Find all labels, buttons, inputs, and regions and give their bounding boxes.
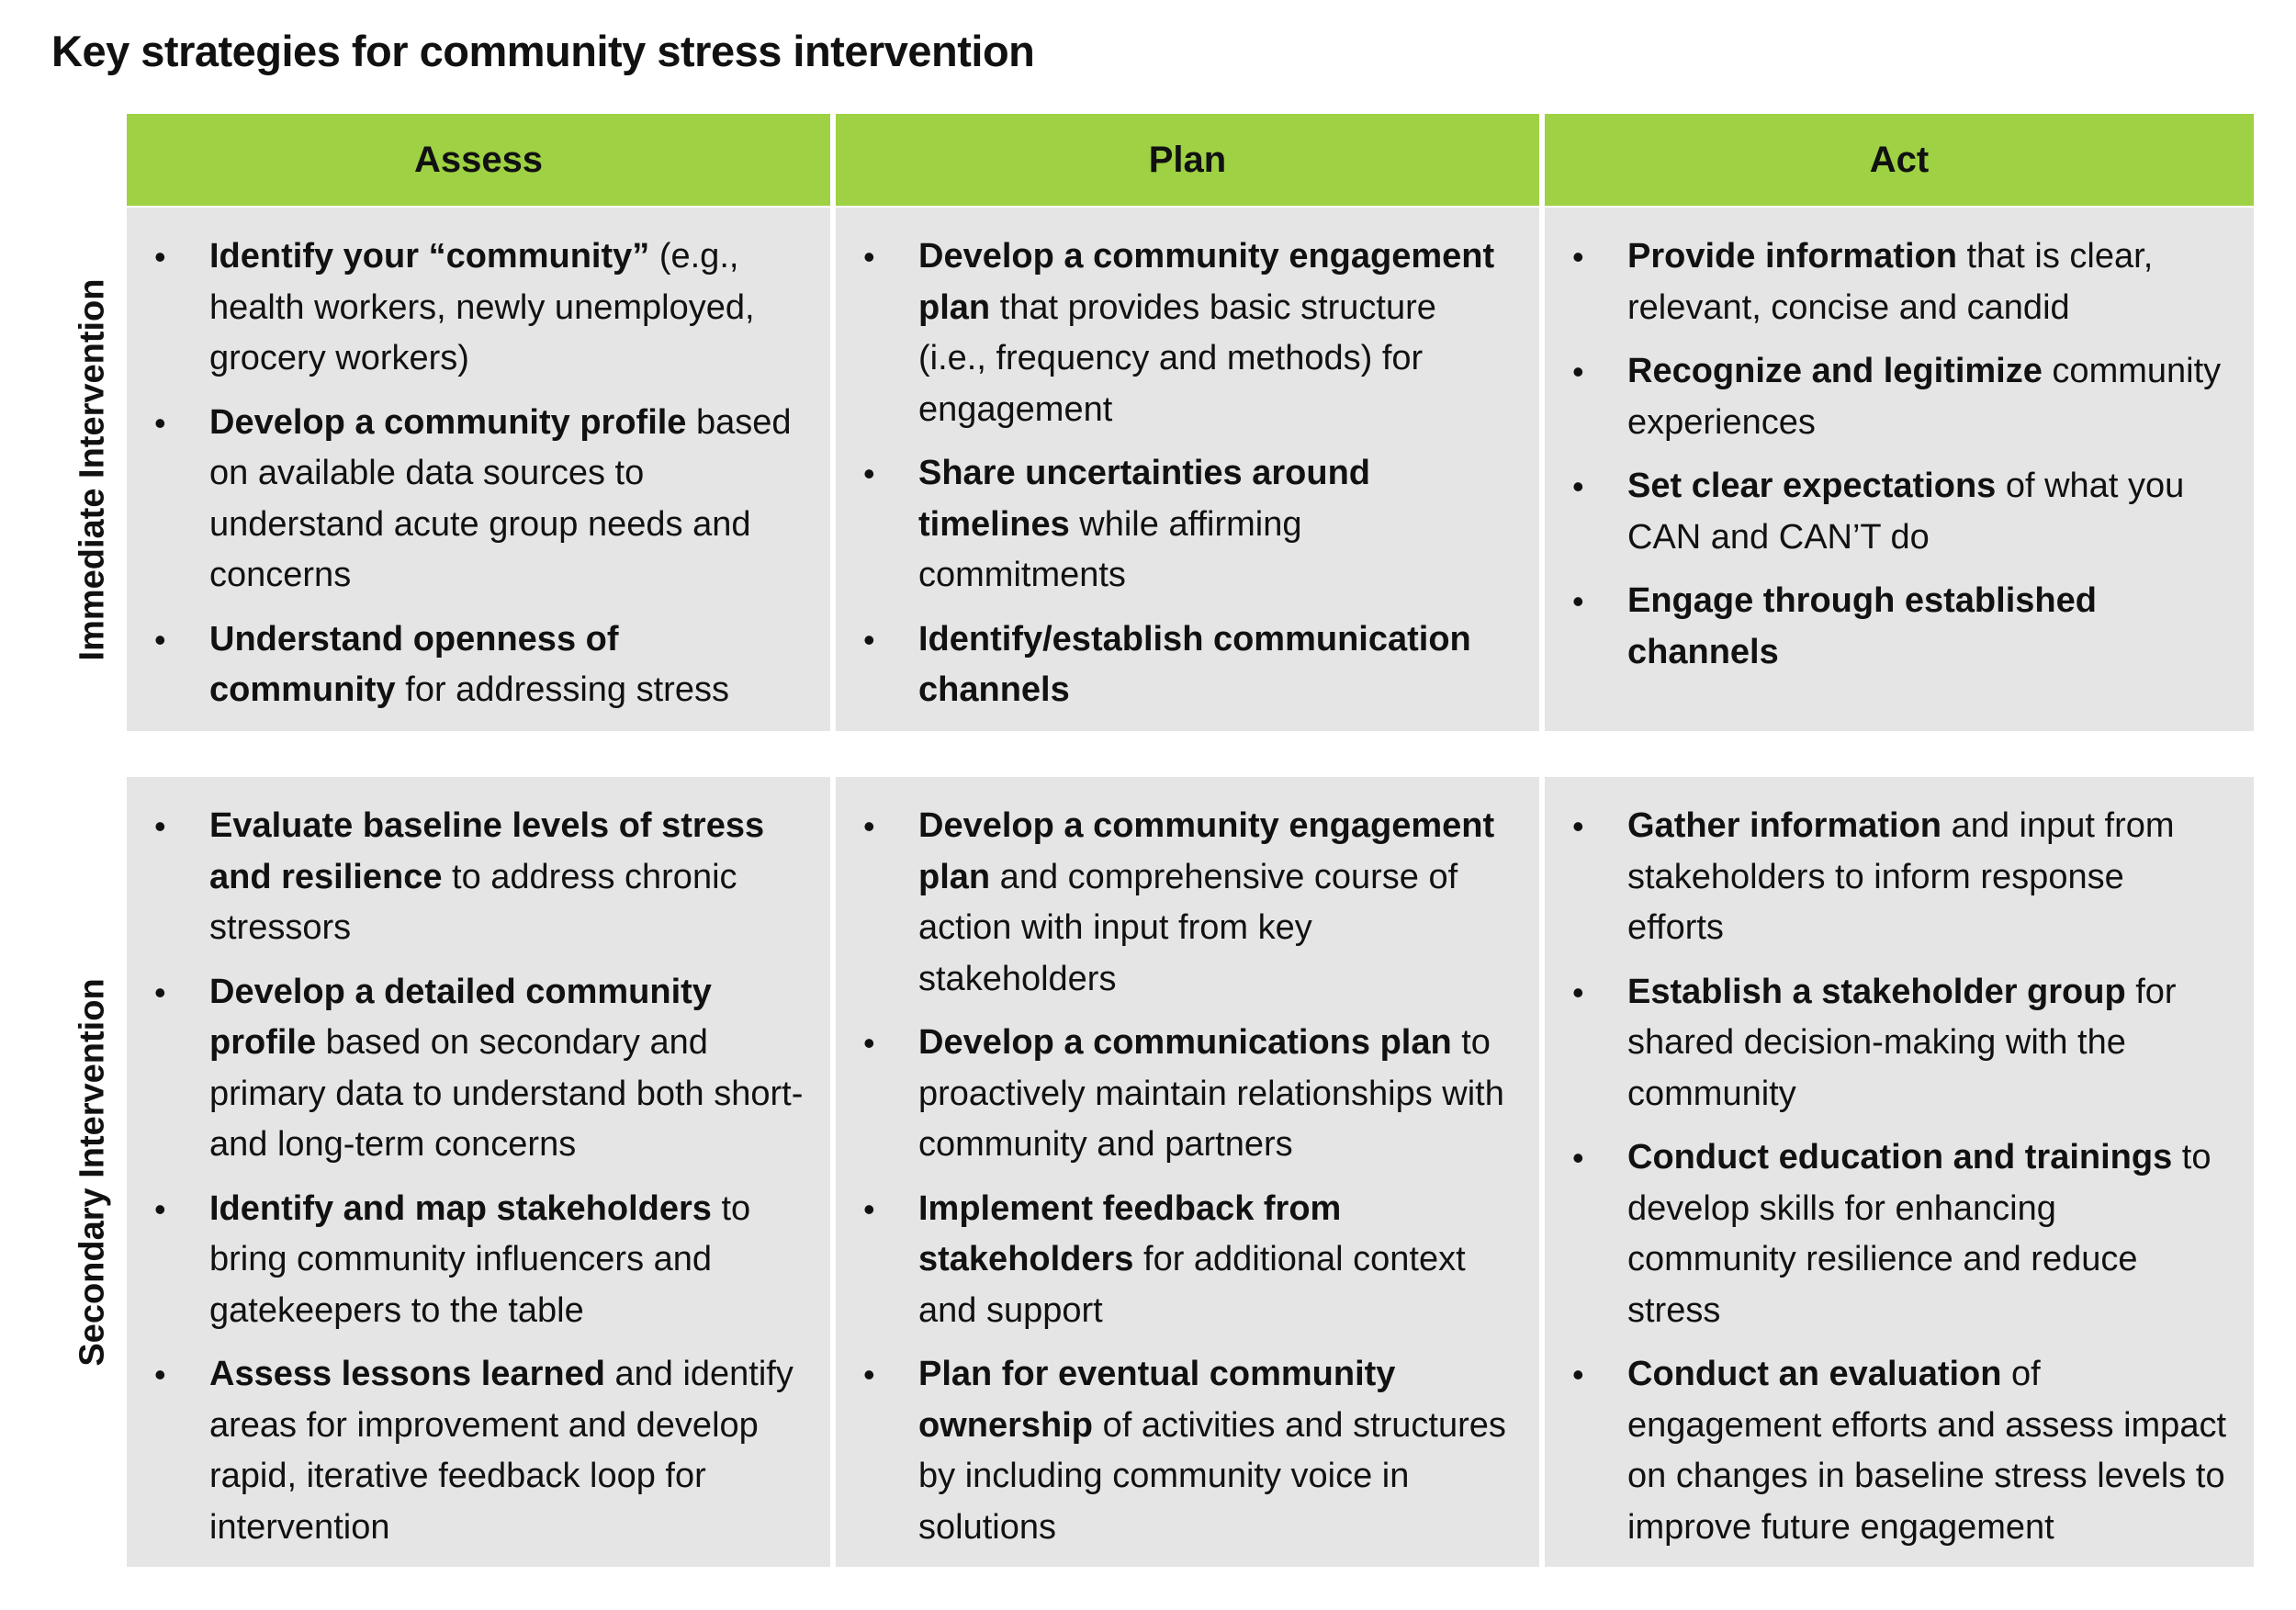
strategy-detail: of what you CAN and CAN’T do [1627, 467, 2185, 557]
strategy-item [1570, 967, 2228, 1120]
strategy-item [152, 1184, 805, 1337]
row-label-secondary-text: Secondary Intervention [73, 977, 112, 1367]
strategy-item [152, 967, 805, 1171]
strategy-detail: to bring community influencers and gatekeepers to the table [209, 1188, 751, 1330]
strategy-key-phrase: Plan for eventual community ownership [918, 1355, 1396, 1445]
strategy-detail: that provides basic structure (i.e., frequency and methods) for engagement [918, 287, 1436, 429]
strategy-detail: and identify areas for improvement and develop rapid, iterative feedback loop for intervention [209, 1355, 793, 1547]
strategy-item [1570, 461, 2228, 563]
strategy-detail: community experiences [1627, 352, 2222, 442]
strategy-detail: to develop skills for enhancing community resilience and reduce stress [1627, 1138, 2212, 1330]
strategy-item [1570, 231, 2228, 333]
strategy-item [1570, 346, 2228, 448]
strategy-detail: that is clear, relevant, concise and candid [1627, 237, 2154, 327]
strategy-key-phrase: Gather information [1627, 806, 1942, 845]
strategy-key-phrase: Develop a community engagement plan [918, 237, 1495, 327]
strategy-key-phrase: Understand openness of community [209, 619, 619, 709]
strategy-item [152, 1349, 805, 1553]
strategy-detail: of engagement efforts and assess impact on changes in baseline stress levels to improve future engagement [1627, 1355, 2227, 1547]
strategy-key-phrase: Develop a detailed community profile [209, 972, 712, 1062]
strategy-detail: of activities and structures by including community voice in solutions [918, 1405, 1506, 1547]
strategy-key-phrase: Recognize and legitimize [1627, 352, 2043, 390]
row-label-secondary [61, 777, 125, 1567]
column-header-act: Act [1545, 114, 2254, 206]
strategy-detail: based on available data sources to understand acute group needs and concerns [209, 402, 792, 594]
strategy-item [861, 1349, 1514, 1553]
strategy-item [1570, 1349, 2228, 1553]
strategy-item [1570, 1132, 2228, 1336]
cell-immediate-plan [836, 208, 1539, 731]
strategy-item [152, 801, 805, 954]
strategy-key-phrase: Assess lessons learned [209, 1355, 605, 1393]
strategy-item [861, 614, 1514, 716]
strategy-detail: while affirming commitments [918, 504, 1302, 594]
strategy-key-phrase: Identify and map stakeholders [209, 1188, 712, 1228]
cell-immediate-act [1545, 208, 2254, 731]
strategy-key-phrase: Establish a stakeholder group [1627, 972, 2126, 1011]
strategy-detail: to proactively maintain relationships with community and partners [918, 1023, 1504, 1164]
strategy-key-phrase: Identify/establish communication channels [918, 619, 1471, 709]
strategy-item [1570, 801, 2228, 954]
strategy-key-phrase: Conduct education and trainings [1627, 1138, 2173, 1177]
strategy-key-phrase: Implement feedback from stakeholders [918, 1188, 1342, 1278]
strategy-detail: for addressing stress [395, 670, 729, 709]
strategy-item [152, 614, 805, 716]
strategy-key-phrase: Identify your “community” [209, 237, 650, 276]
strategy-item [861, 801, 1514, 1005]
strategy-detail: for additional context and support [918, 1240, 1466, 1330]
strategy-detail: for shared decision-making with the community [1627, 972, 2177, 1113]
strategy-key-phrase: Develop a community profile [209, 402, 687, 442]
strategy-detail: (e.g., health workers, newly unemployed, grocery workers) [209, 237, 755, 377]
strategy-item [861, 1184, 1514, 1337]
column-header-plan: Plan [836, 114, 1539, 206]
row-label-immediate-text: Immediate Intervention [73, 278, 112, 660]
cell-secondary-plan [836, 777, 1539, 1567]
strategy-detail: to address chronic stressors [209, 857, 737, 947]
strategy-detail: based on secondary and primary data to understand both short- and long-term concerns [209, 1023, 804, 1164]
strategy-item [152, 231, 805, 385]
strategy-item [152, 398, 805, 602]
cell-secondary-act [1545, 777, 2254, 1567]
row-label-immediate [61, 208, 125, 731]
strategy-key-phrase: Engage through established channels [1627, 581, 2097, 671]
strategy-key-phrase: Conduct an evaluation [1627, 1355, 2002, 1393]
cell-immediate-assess [127, 208, 830, 731]
strategy-key-phrase: Develop a communications plan [918, 1023, 1452, 1062]
strategy-key-phrase: Provide information [1627, 237, 1957, 276]
page-title: Key strategies for community stress intervention [51, 27, 1035, 75]
strategy-key-phrase: Develop a community engagement plan [918, 806, 1495, 896]
strategy-detail: and input from stakeholders to inform response efforts [1627, 806, 2175, 947]
strategy-item [1570, 576, 2228, 678]
strategy-detail: and comprehensive course of action with input from key stakeholders [918, 857, 1458, 998]
strategy-item [861, 1018, 1514, 1171]
strategy-key-phrase: Evaluate baseline levels of stress and resilience [209, 806, 765, 896]
strategy-item [861, 448, 1514, 602]
cell-secondary-assess [127, 777, 830, 1567]
column-header-assess: Assess [127, 114, 830, 206]
strategy-item [861, 231, 1514, 435]
strategy-key-phrase: Share uncertainties around timelines [918, 454, 1371, 544]
strategy-key-phrase: Set clear expectations [1627, 467, 1997, 505]
